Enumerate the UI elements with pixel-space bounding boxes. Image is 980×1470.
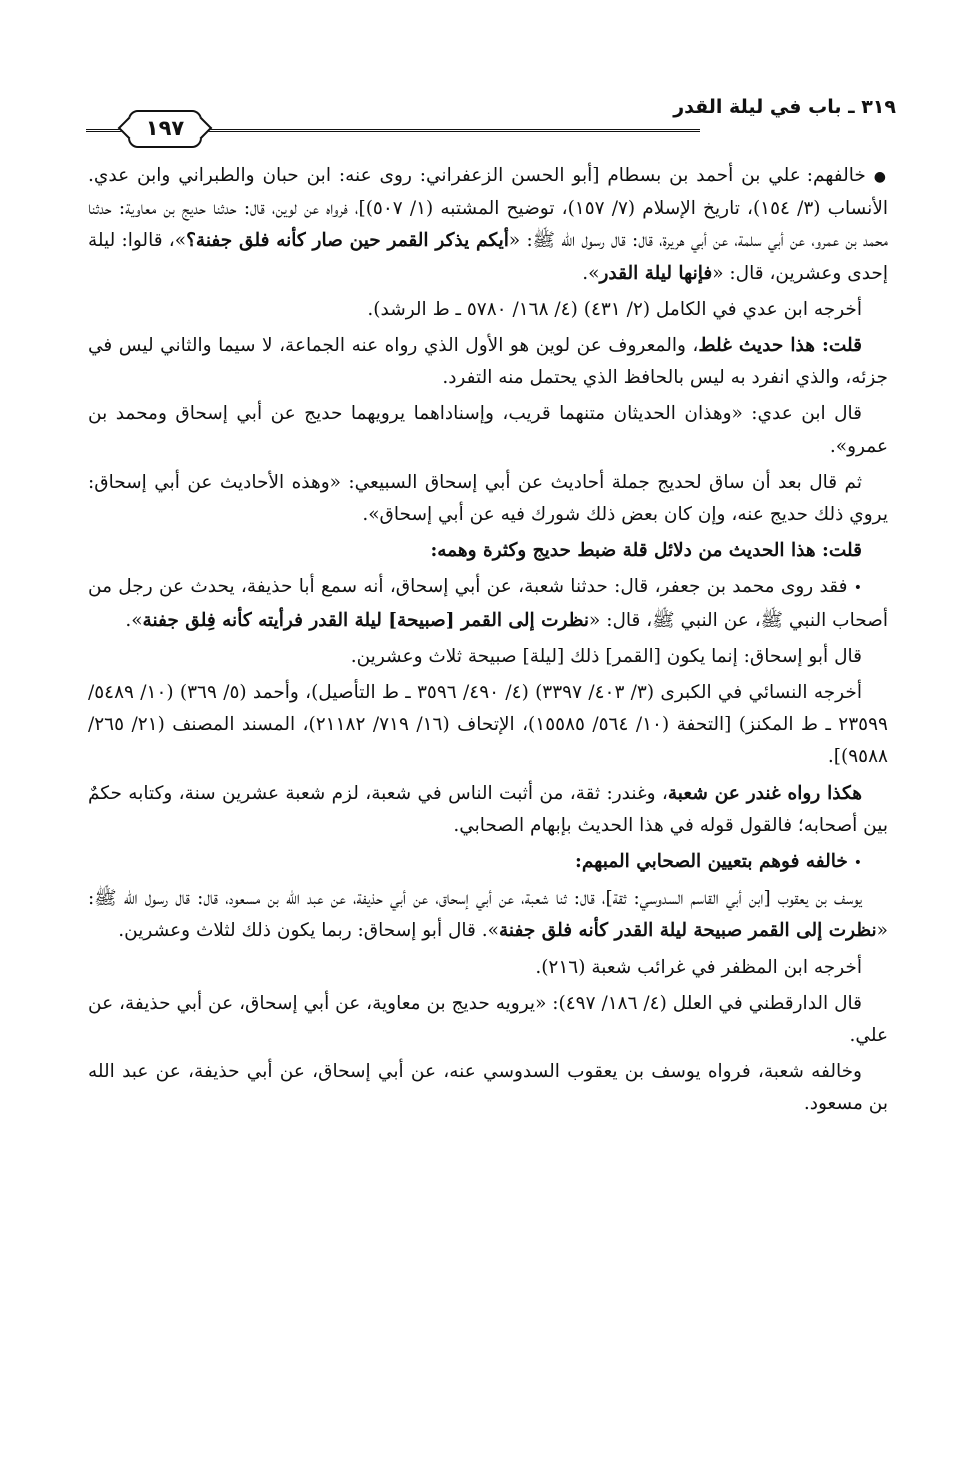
text-run: فقد روى محمد بن جعفر، قال: حدثنا شعبة، عن أبي إسحاق، أنه سمع أبا حذيفة، يحدث عن رجل من أصحاب النبي ﷺ، عن النبي ﷺ، قال: « [88, 576, 888, 631]
text-run: ». [125, 609, 143, 631]
text-run: ، وغندر: ثقة، من أثبت الناس في شعبة، لزم شعبة عشرين سنة، وكتابه حكمٌ بين أصحابه؛ فالقول قوله في هذا الحديث بإبهام الصحابي. [88, 782, 888, 836]
text-run: يوسف بن يعقوب [ابن أبي القاسم السدوسي: ثقة]، قال: ثنا شعبة، عن أبي إسحاق، عن أبي حذيفة، عن عبد الله بن مسعود، قال: قال رسول الله ﷺ: « [88, 888, 888, 942]
paragraph [88, 641, 888, 673]
text-run: أخرجه ابن عدي في الكامل (٢/ ٤٣١) (٤/ ١٦٨/ ٥٧٨٠ ـ ط الرشد). [367, 298, 862, 320]
text-run: قال أبو إسحاق: إنما يكون [القمر] ذلك [ليلة] صبيحة ثلاث وعشرين. [350, 645, 862, 667]
paragraph [88, 294, 888, 326]
main-text [88, 160, 888, 1125]
paragraph [88, 1056, 888, 1120]
paragraph [88, 952, 888, 984]
header-rule-left [86, 129, 122, 132]
text-run: قال ابن عدي: «وهذان الحديثان متنهما قريب، وإسناداهما يرويهما حديج عن أبي إسحاق ومحمد بن عمرو». [88, 403, 888, 457]
paragraph [88, 778, 888, 842]
paragraph [88, 988, 888, 1052]
text-run: ». قال أبو إسحاق: ربما يكون ذلك لثلاث وعشرين. [118, 920, 499, 942]
text-run: ، والمعروف عن لوين هو الأول الذي رواه عنه الجماعة، لا سيما والثاني ليس في جزئه، والذي انفرد به ليس بالحافظ الذي يحتمل منه التفرد. [88, 335, 888, 389]
paragraph [88, 883, 888, 947]
bold-text: فإنها ليلة القدر [599, 262, 713, 284]
paragraph [88, 846, 888, 879]
paragraph [88, 571, 888, 636]
paragraph [88, 398, 888, 462]
paragraph [88, 160, 888, 290]
text-run: وخالفه شعبة، فرواه يوسف بن يعقوب السدوسي عنه، عن أبي إسحاق، عن أبي حذيفة، عن عبد الله بن مسعود. [88, 1061, 888, 1115]
bullet-icon: • [853, 580, 862, 597]
text-run: أخرجه ابن المظفر في غرائب شعبة (٢١٦). [535, 956, 862, 978]
page-number: ١٩٧ [128, 110, 202, 148]
text-run: أخرجه النسائي في الكبرى (٣/ ٤٠٣/ ٣٣٩٧) (٤/ ٤٩٠/ ٣٥٩٦ ـ ط التأصيل)، وأحمد (٥/ ٣٦٩) (١٠/ ٥٤٨٩/ ٢٣٥٩٩ ـ ط المكنز) [التحفة (١٠/ ٥٦٤/ ١٥٥٨٥)، الإتحاف (١٦/ ٧١٩/ ٢١١٨٢)، المسند المصنف (٢١/ ٢٦٥/ ٩٥٨٨)]. [88, 682, 888, 768]
bullet-icon: • [853, 855, 862, 872]
paragraph [88, 467, 888, 531]
text-run: ثم قال بعد أن ساق لحديج جملة أحاديث عن أبي إسحاق السبيعي: «وهذه الأحاديث عن أبي إسحاق: يروي ذلك حديج عنه، وإن كان بعض ذلك شورك فيه عن أبي إسحاق». [88, 471, 888, 526]
bullet-icon: ● [873, 169, 888, 185]
bold-text: قلت: هذا الحديث من دلائل قلة ضبط حديج وكثرة وهمه: [430, 540, 862, 562]
page-header [86, 88, 896, 148]
bold-text: قلت: هذا حديث غلط [698, 335, 863, 357]
text-run: خالفهم: علي بن أحمد بن بسطام [أبو الحسن الزعفراني: روى عنه: ابن حبان والطبراني وابن عدي. الأنساب (٣/ ١٥٤)، تاريخ الإسلام (٧/ ١٥٧)، توضيح المشتبه (١/ ٥٠٧)]، فرواه عن لوين، قال: حدثنا حديج بن معاوية: حدثنا محمد بن عمرو، عن أبي سلمة، عن أبي هريرة، قال: قال رسول الله ﷺ: « [88, 165, 889, 252]
bold-text: خالفه فوهم بتعيين الصحابي المبهم: [575, 851, 848, 873]
paragraph [88, 677, 888, 774]
text-run: »، قالوا: ليلة إحدى وعشرين، قال: « [88, 230, 888, 284]
text-run: ». [582, 262, 600, 284]
bold-text: هكذا رواه غندر عن شعبة [667, 782, 862, 804]
paragraph [88, 330, 888, 394]
bold-text: نظرت إلى القمر صبيحة ليلة القدر كأنه فلق جفنة [498, 920, 877, 942]
text-run: قال الدارقطني في العلل (٤/ ١٨٦/ ٤٩٧): «يرويه حديج بن معاوية، عن أبي إسحاق، عن أبي حذيفة، عن علي. [88, 992, 888, 1047]
chapter-title: ٣١٩ ـ باب في ليلة القدر [673, 96, 896, 118]
bold-text: أيكم يذكر القمر حين صار كأنه فلق جفنة؟ [186, 230, 509, 252]
bold-text: نظرت إلى القمر [صبيحة] ليلة القدر فرأيته كأنه فِلق جفنة [142, 609, 590, 631]
paragraph [88, 535, 888, 567]
